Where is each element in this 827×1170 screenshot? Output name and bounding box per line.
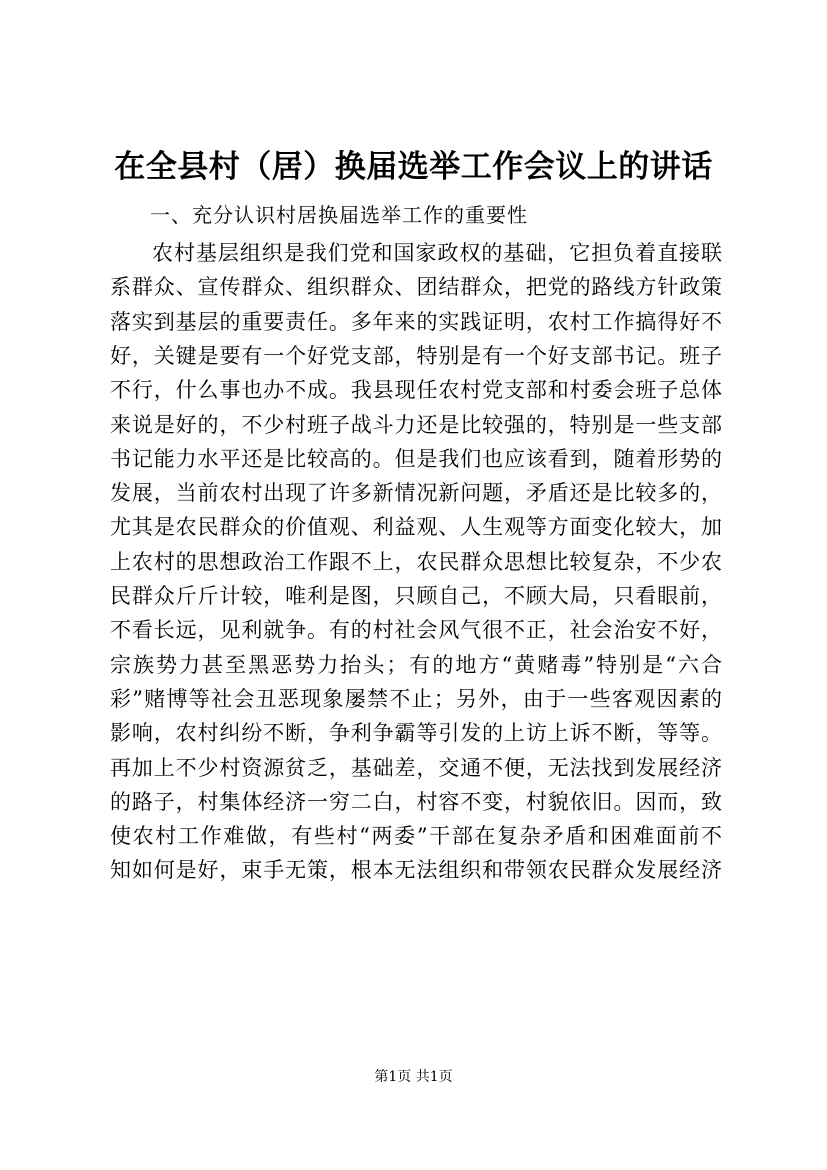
document-title: 在全县村（居）换届选举工作会议上的讲话 xyxy=(114,149,713,185)
paragraph-line: 好，关键是要有一个好党支部，特别是有一个好支部书记。班子 xyxy=(110,343,722,368)
paragraph-line: 影响，农村纠纷不断，争利争霸等引发的上访上诉不断，等等。 xyxy=(110,721,722,746)
paragraph-line: 落实到基层的重要责任。多年来的实践证明，农村工作搞得好不 xyxy=(110,309,722,334)
paragraph-line: 农村基层组织是我们党和国家政权的基础，它担负着直接联 xyxy=(152,241,722,265)
paragraph-line: 知如何是好，束手无策，根本无法组织和带领农民群众发展经济 xyxy=(110,858,722,883)
paragraph-line: 系群众、宣传群众、组织群众、团结群众，把党的路线方针政策 xyxy=(110,275,722,300)
paragraph-line: 宗族势力甚至黑恶势力抬头；有的地方“黄赌毒”特别是“六合 xyxy=(110,652,722,677)
paragraph-line: 民群众斤斤计较，唯利是图，只顾自己，不顾大局，只看眼前， xyxy=(110,584,722,608)
paragraph-line: 不看长远，见利就争。有的村社会风气很不正，社会治安不好， xyxy=(110,618,722,643)
page-number: 第1页 共1页 xyxy=(374,1069,453,1085)
paragraph-line: 尤其是农民群众的价值观、利益观、人生观等方面变化较大，加 xyxy=(110,515,722,540)
paragraph-line: 彩”赌博等社会丑恶现象屡禁不止；另外，由于一些客观因素的 xyxy=(110,686,722,711)
paragraph-line: 使农村工作难做，有些村“两委”干部在复杂矛盾和困难面前不 xyxy=(110,824,722,849)
paragraph-line: 来说是好的，不少村班子战斗力还是比较强的，特别是一些支部 xyxy=(110,412,722,437)
paragraph-line: 发展，当前农村出现了许多新情况新问题，矛盾还是比较多的， xyxy=(110,481,722,506)
section-heading: 一、充分认识村居换届选举工作的重要性 xyxy=(150,203,528,227)
paragraph-line: 的路子，村集体经济一穷二白，村容不变，村貌依旧。因而，致 xyxy=(110,789,722,814)
paragraph-line: 不行，什么事也办不成。我县现任农村党支部和村委会班子总体 xyxy=(110,378,722,403)
paragraph-line: 上农村的思想政治工作跟不上，农民群众思想比较复杂，不少农 xyxy=(110,549,722,574)
paragraph-line: 书记能力水平还是比较高的。但是我们也应该看到，随着形势的 xyxy=(110,446,722,471)
paragraph-line: 再加上不少村资源贫乏，基础差，交通不便，无法找到发展经济 xyxy=(110,755,722,780)
